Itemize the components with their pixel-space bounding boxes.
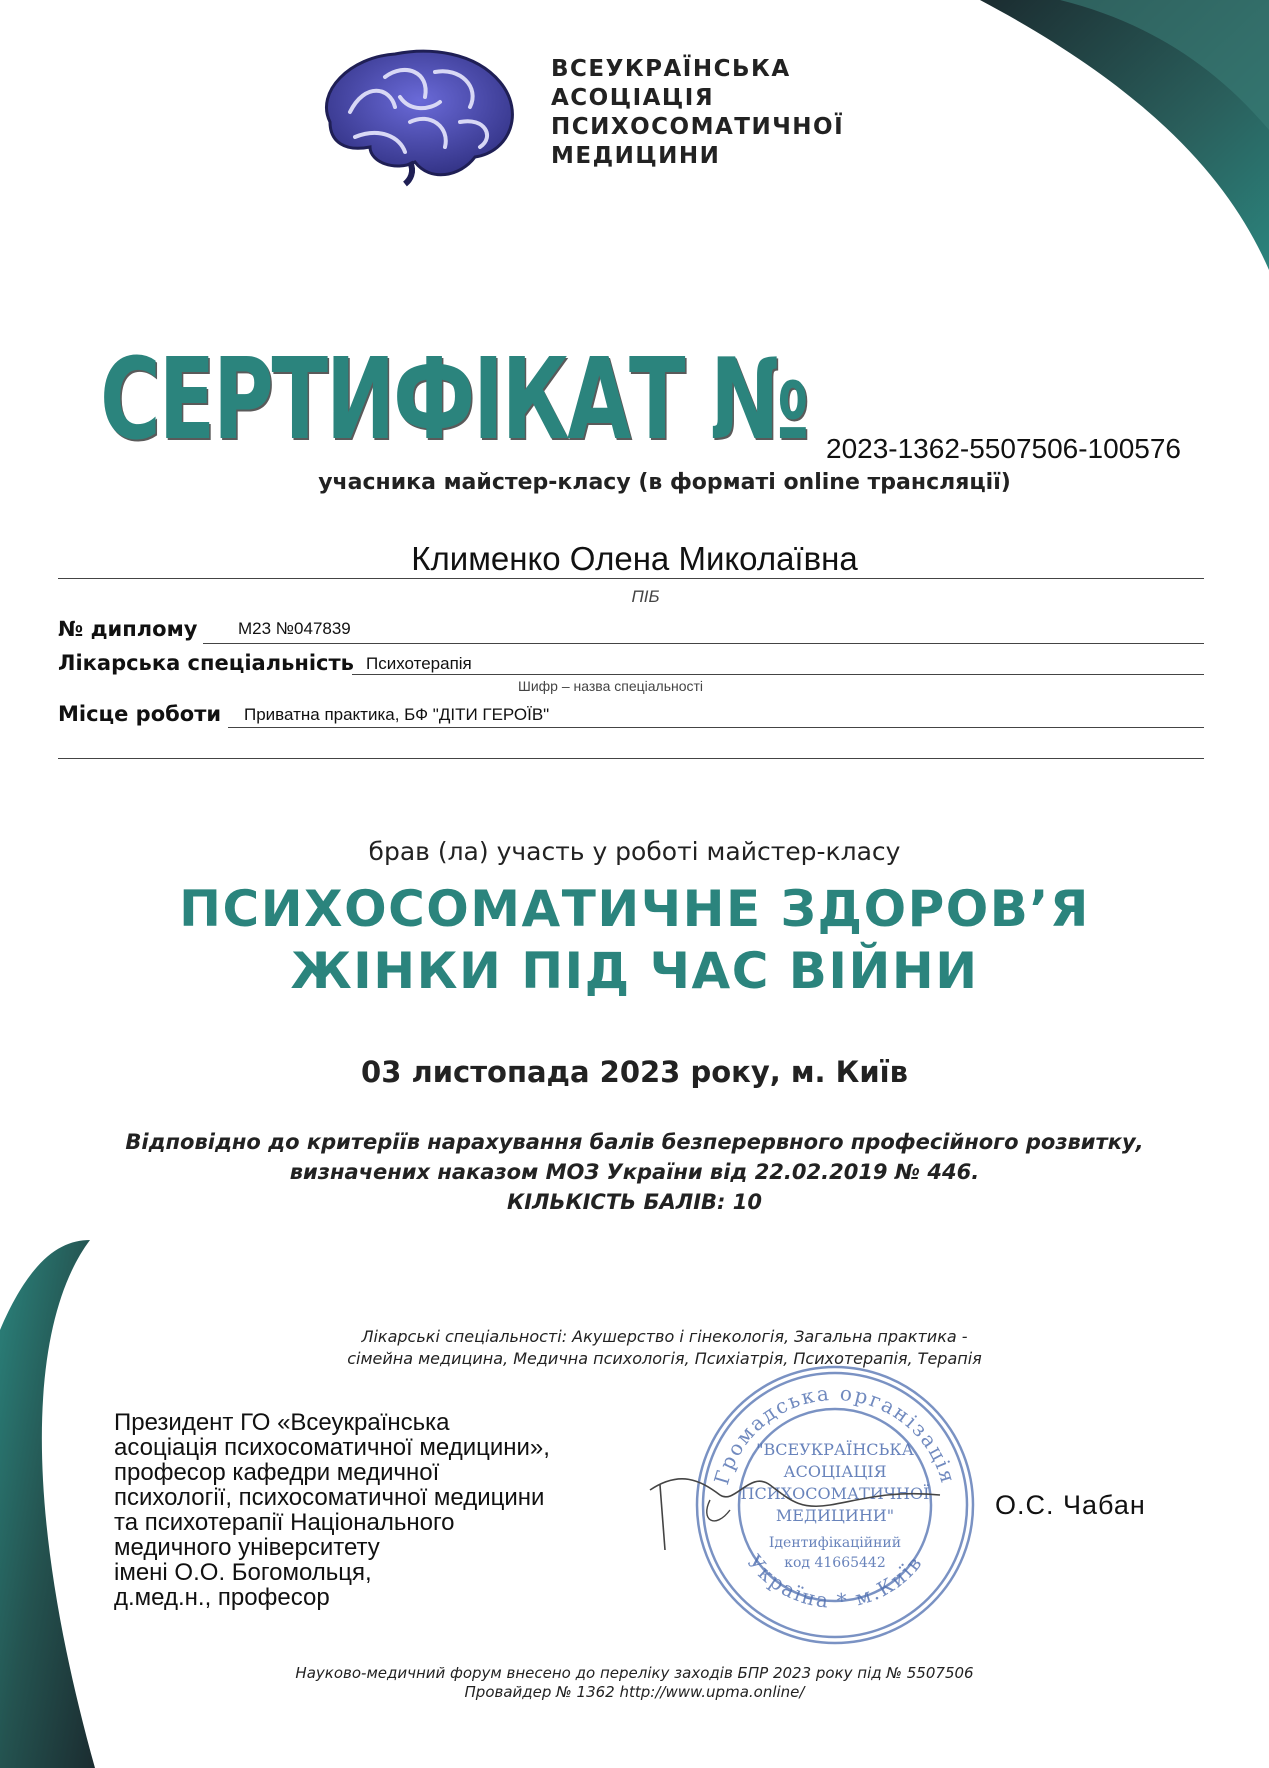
stamp-id-line: код 41665442 bbox=[784, 1555, 886, 1571]
workplace-label: Місце роботи bbox=[58, 702, 222, 726]
stamp-ring-bottom: Україна * м.Київ bbox=[742, 1549, 928, 1613]
certificate-title: СЕРТИФІКАТ № bbox=[100, 335, 808, 465]
stamp-id-line: Ідентифікаційний bbox=[768, 1535, 902, 1551]
stamp-center-line: АСОЦІАЦІЯ bbox=[783, 1462, 887, 1481]
workplace-underline bbox=[228, 727, 1204, 728]
specialty-value: Психотерапія bbox=[366, 654, 472, 673]
course-title-line: ПСИХОСОМАТИЧНЕ ЗДОРОВ’Я bbox=[179, 880, 1090, 938]
org-name-line: АСОЦІАЦІЯ bbox=[551, 85, 715, 111]
president-line: психології, психосоматичної медицини bbox=[114, 1484, 545, 1511]
president-line: Президент ГО «Всеукраїнська bbox=[114, 1409, 450, 1436]
criteria-text bbox=[0, 1127, 1269, 1217]
president-line: та психотерапії Національного bbox=[114, 1509, 455, 1536]
stamp-center-line: МЕДИЦИНИ" bbox=[775, 1506, 895, 1525]
stamp-ring-top: Громадська організація bbox=[709, 1380, 961, 1488]
criteria-line: визначених наказом МОЗ України від 22.02.2019 № 446. bbox=[289, 1160, 980, 1184]
handwritten-signature-icon bbox=[640, 1450, 970, 1560]
president-line: імені О.О. Богомольця, bbox=[114, 1559, 372, 1586]
president-line: медичного університету bbox=[114, 1534, 380, 1561]
event-date-place: 03 листопада 2023 року, м. Київ bbox=[361, 1055, 908, 1089]
specialties-line2: сімейна медицина, Медична психологія, Психіатрія, Психотерапія, Терапія bbox=[347, 1349, 982, 1368]
footer bbox=[0, 1664, 1269, 1702]
stamp-center-line: "ВСЕУКРАЇНСЬКА bbox=[756, 1440, 914, 1459]
course-title-line: ЖІНКИ ПІД ЧАС ВІЙНИ bbox=[290, 942, 979, 1000]
medical-specialties bbox=[0, 1326, 1269, 1370]
specialties-line1: Акушерство і гінекологія, Загальна практика - bbox=[572, 1327, 968, 1346]
diploma-value: М23 №047839 bbox=[238, 619, 351, 638]
specialty-underline bbox=[352, 674, 1204, 675]
president-line: асоціація психосоматичної медицини», bbox=[114, 1434, 550, 1461]
certificate-subtitle: учасника майстер-класу (в форматі online трансляції) bbox=[318, 470, 1011, 495]
brain-logo-icon bbox=[310, 42, 525, 187]
diploma-label: № диплому bbox=[58, 617, 198, 641]
specialty-label: Лікарська спеціальність bbox=[58, 651, 354, 675]
workplace-value: Приватна практика, БФ "ДІТИ ГЕРОЇВ" bbox=[244, 705, 550, 724]
specialty-hint: Шифр – назва спеціальності bbox=[518, 678, 704, 694]
specialties-label: Лікарські спеціальності: bbox=[361, 1327, 568, 1346]
organization-name bbox=[551, 55, 844, 171]
criteria-points: КІЛЬКІСТЬ БАЛІВ: 10 bbox=[507, 1190, 762, 1214]
name-underline bbox=[58, 578, 1204, 579]
participant-name: Клименко Олена Миколаївна bbox=[411, 540, 858, 577]
extra-underline bbox=[58, 758, 1204, 759]
participation-text: брав (ла) участь у роботі майстер-класу bbox=[368, 837, 901, 866]
stamp-center-line: ПСИХОСОМАТИЧНОЇ bbox=[740, 1484, 930, 1503]
footer-line: Провайдер № 1362 http://www.upma.online/ bbox=[464, 1683, 805, 1701]
president-name: О.С. Чабан bbox=[995, 1490, 1146, 1520]
course-title bbox=[0, 878, 1269, 1002]
certificate-number: 2023-1362-5507506-100576 bbox=[826, 433, 1181, 464]
criteria-line: Відповідно до критеріїв нарахування балів безперервного професійного розвитку, bbox=[125, 1130, 1144, 1154]
president-line: професор кафедри медичної bbox=[114, 1459, 440, 1486]
org-name-line: ПСИХОСОМАТИЧНОЇ bbox=[551, 114, 845, 140]
president-line: д.мед.н., професор bbox=[114, 1584, 330, 1611]
name-caption: ПІБ bbox=[631, 587, 660, 606]
org-name-line: МЕДИЦИНИ bbox=[551, 143, 721, 169]
org-name-line: ВСЕУКРАЇНСЬКА bbox=[551, 56, 791, 82]
footer-line: Науково-медичний форум внесено до переліку заходів БПР 2023 року під № 5507506 bbox=[295, 1664, 974, 1682]
diploma-underline bbox=[203, 643, 1204, 644]
president-title bbox=[114, 1410, 550, 1610]
